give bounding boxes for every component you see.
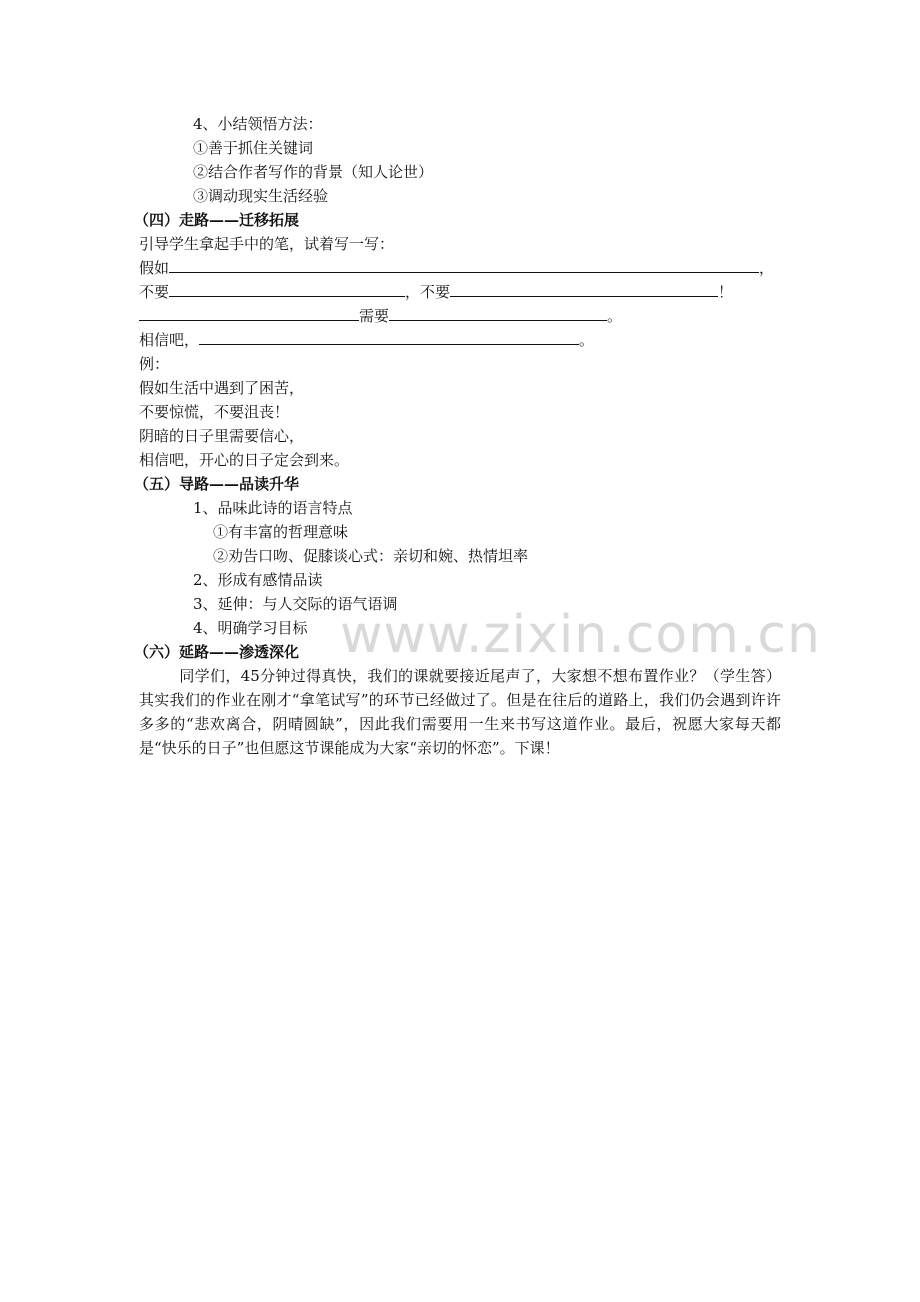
example-line-1: 假如生活中遇到了困苦，	[139, 379, 305, 397]
section-6-paragraph	[139, 664, 781, 760]
fill-blank	[169, 258, 759, 273]
fill-line-3-mid: 需要	[359, 307, 390, 325]
watermark: www.zixin.com.cn	[340, 605, 821, 665]
method-heading: 4、小结领悟方法：	[193, 115, 323, 133]
fill-line-3	[139, 306, 622, 326]
fill-line-2	[139, 282, 733, 302]
method-item-3: ③调动现实生活经验	[193, 187, 329, 205]
fill-blank	[450, 282, 718, 297]
fill-line-4-suffix: 。	[579, 331, 595, 349]
fill-blank	[169, 282, 405, 297]
fill-line-1-prefix: 假如	[139, 259, 170, 277]
example-line-4: 相信吧，开心的日子定会到来。	[139, 451, 350, 469]
method-item-1: ①善于抓住关键词	[193, 139, 314, 157]
section-4-title: （四）走路——迁移拓展	[134, 211, 300, 229]
section-5-item-1: 1、品味此诗的语言特点	[193, 499, 353, 517]
section-5-sub-1: ①有丰富的哲理意味	[213, 523, 349, 541]
fill-line-4-prefix: 相信吧，	[139, 331, 200, 349]
fill-line-2-prefix: 不要	[139, 283, 170, 301]
fill-line-1-suffix: ，	[759, 259, 775, 277]
method-item-2: ②结合作者写作的背景（知人论世）	[193, 163, 434, 181]
fill-line-3-suffix: 。	[607, 307, 623, 325]
example-label: 例：	[139, 355, 170, 373]
fill-line-4	[139, 330, 594, 350]
fill-blank	[139, 306, 359, 321]
section-6-title: （六）延路——渗透深化	[134, 643, 300, 661]
section-4-intro: 引导学生拿起手中的笔，试着写一写：	[139, 235, 395, 253]
example-line-3: 阴暗的日子里需要信心，	[139, 427, 305, 445]
example-line-2: 不要惊慌，不要沮丧！	[139, 403, 290, 421]
section-5-item-2: 2、形成有感情品读	[193, 571, 323, 589]
section-5-title: （五）导路——品读升华	[134, 475, 300, 493]
section-5-sub-2: ②劝告口吻、促膝谈心式：亲切和婉、热情坦率	[213, 547, 529, 565]
fill-line-2-mid: ，不要	[405, 283, 451, 301]
fill-line-2-suffix: ！	[718, 283, 734, 301]
section-6-text: 同学们，45分钟过得真快，我们的课就要接近尾声了，大家想不想布置作业？（学生答）其实我们的作业在刚才“拿笔试写”的环节已经做过了。但是在往后的道路上，我们仍会遇到许许多多的“悲欢离合，阴晴圆缺”，因此我们需要用一生来书写这道作业。最后，祝愿大家每天都是“快乐的日子”也但愿这节课能成为大家“亲切的怀恋”。下课！	[139, 667, 781, 757]
section-5-item-3: 3、延伸：与人交际的语气语调	[193, 595, 398, 613]
fill-blank	[389, 306, 607, 321]
fill-line-1	[139, 258, 774, 278]
section-5-item-4: 4、明确学习目标	[193, 619, 308, 637]
fill-blank	[199, 330, 579, 345]
